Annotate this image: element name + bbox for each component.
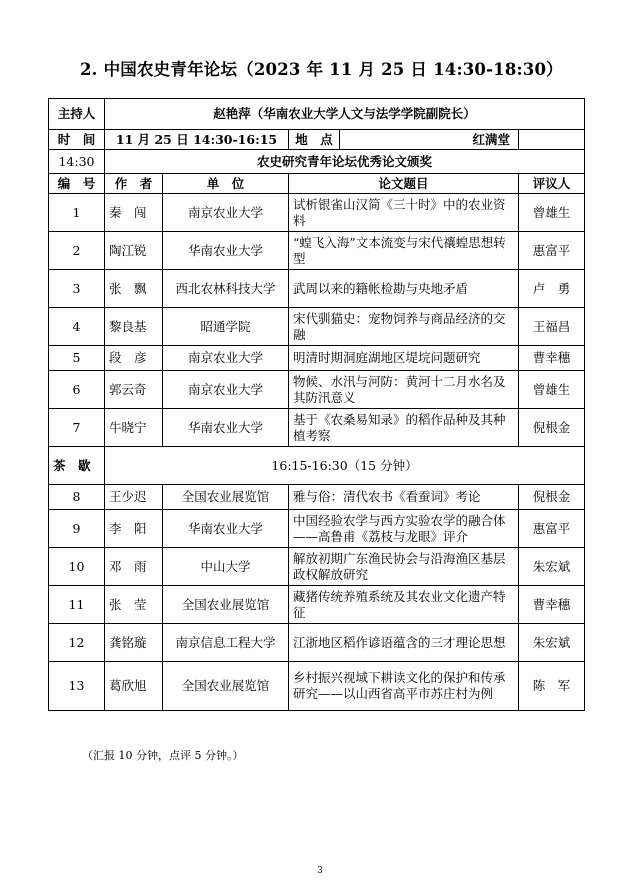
cell-paper: 宋代驯猫史：宠物饲养与商品经济的交融 [289,308,519,346]
page-number: 3 [317,866,323,876]
cell-author: 陶江锐 [105,232,163,270]
cell-reviewer: 曾雄生 [519,371,585,409]
place-label: 地 点 [289,130,340,149]
page-title: 2. 中国农史青年论坛（2023 年 11 月 25 日 14:30-18:30） [80,60,563,79]
cell-author: 张 莹 [105,586,163,624]
cell-unit: 南京农业大学 [163,346,289,371]
cell-author: 黎良基 [105,308,163,346]
cell-paper: 江浙地区稻作谚语蕴含的三才理论思想 [289,624,519,662]
tea-label: 茶 歇 [49,447,105,485]
cell-unit: 全国农业展览馆 [163,662,289,711]
award-time: 14:30 [49,150,105,174]
cell-no: 1 [49,194,105,232]
cell-reviewer: 朱宏斌 [519,624,585,662]
cell-reviewer: 惠富平 [519,510,585,548]
header-no: 编 号 [49,174,105,194]
cell-no: 13 [49,662,105,711]
schedule-table [48,98,585,711]
cell-unit: 南京信息工程大学 [163,624,289,662]
tea-time: 16:15-16:30（15 分钟） [105,447,585,485]
table-row [49,624,585,662]
table-row [49,270,585,308]
table-row [49,232,585,270]
cell-unit: 昭通学院 [163,308,289,346]
cell-paper: “蝗飞入海”文本流变与宋代禳蝗思想转型 [289,232,519,270]
header-row [49,174,585,194]
table-row [49,586,585,624]
cell-paper: 雅与俗：清代农书《看蚕词》考论 [289,485,519,510]
cell-no: 10 [49,548,105,586]
place-cell [289,130,519,150]
cell-paper: 基于《农桑易知录》的稻作品种及其种植考察 [289,409,519,447]
cell-paper: 试析银雀山汉简《三十时》中的农业资料 [289,194,519,232]
empty-cell [519,130,585,150]
cell-unit: 中山大学 [163,548,289,586]
cell-no: 6 [49,371,105,409]
cell-unit: 南京农业大学 [163,194,289,232]
host-row [49,99,585,130]
cell-unit: 华南农业大学 [163,232,289,270]
header-unit: 单 位 [163,174,289,194]
cell-paper: 中国经验农学与西方实验农学的融合体——高鲁甫《荔枝与龙眼》评介 [289,510,519,548]
cell-no: 9 [49,510,105,548]
cell-paper: 物候、水汛与河防：黄河十二月水名及其防汛意义 [289,371,519,409]
cell-paper: 明清时期洞庭湖地区堤垸问题研究 [289,346,519,371]
table-row [49,346,585,371]
cell-paper: 武周以来的籍帐检勘与央地矛盾 [289,270,519,308]
cell-reviewer: 朱宏斌 [519,548,585,586]
cell-unit: 西北农林科技大学 [163,270,289,308]
cell-reviewer: 陈 军 [519,662,585,711]
table-row [49,510,585,548]
host-label: 主持人 [49,99,105,130]
tea-break-row [49,447,585,485]
award-row [49,150,585,174]
cell-reviewer: 曾雄生 [519,194,585,232]
cell-no: 8 [49,485,105,510]
cell-no: 12 [49,624,105,662]
header-paper: 论文题目 [289,174,519,194]
cell-unit: 南京农业大学 [163,371,289,409]
table-row [49,662,585,711]
cell-author: 龚铭璇 [105,624,163,662]
table-row [49,371,585,409]
cell-author: 郭云奇 [105,371,163,409]
note: （汇报 10 分钟，点评 5 分钟。） [82,749,244,762]
cell-reviewer: 王福昌 [519,308,585,346]
cell-paper: 乡村振兴视域下耕读文化的保护和传承研究——以山西省高平市苏庄村为例 [289,662,519,711]
cell-no: 2 [49,232,105,270]
place-value: 红满堂 [472,131,510,147]
cell-no: 4 [49,308,105,346]
cell-author: 李 阳 [105,510,163,548]
cell-unit: 全国农业展览馆 [163,485,289,510]
time-value: 11 月 25 日 14:30-16:15 [105,130,289,150]
cell-no: 11 [49,586,105,624]
host-value: 赵艳萍（华南农业大学人文与法学学院副院长） [105,99,585,130]
cell-unit: 华南农业大学 [163,409,289,447]
cell-reviewer: 卢 勇 [519,270,585,308]
cell-author: 葛欣旭 [105,662,163,711]
cell-reviewer: 曹幸穗 [519,346,585,371]
cell-reviewer: 曹幸穗 [519,586,585,624]
header-reviewer: 评议人 [519,174,585,194]
table-row [49,308,585,346]
cell-author: 牛晓宁 [105,409,163,447]
time-place-row [49,130,585,150]
cell-reviewer: 倪根金 [519,409,585,447]
cell-author: 段 彦 [105,346,163,371]
table-row [49,409,585,447]
header-author: 作 者 [105,174,163,194]
cell-unit: 华南农业大学 [163,510,289,548]
cell-unit: 全国农业展览馆 [163,586,289,624]
cell-paper: 解放初期广东渔民协会与沿海渔区基层政权解放研究 [289,548,519,586]
cell-no: 3 [49,270,105,308]
cell-author: 王少迟 [105,485,163,510]
table-row [49,194,585,232]
cell-author: 秦 闯 [105,194,163,232]
table-row [49,548,585,586]
cell-no: 5 [49,346,105,371]
cell-author: 张 飘 [105,270,163,308]
table-row [49,485,585,510]
award-title: 农史研究青年论坛优秀论文颁奖 [105,150,585,174]
cell-paper: 藏猪传统养殖系统及其农业文化遗产特征 [289,586,519,624]
cell-reviewer: 惠富平 [519,232,585,270]
cell-author: 邓 雨 [105,548,163,586]
time-label: 时 间 [49,130,105,150]
cell-no: 7 [49,409,105,447]
cell-reviewer: 倪根金 [519,485,585,510]
